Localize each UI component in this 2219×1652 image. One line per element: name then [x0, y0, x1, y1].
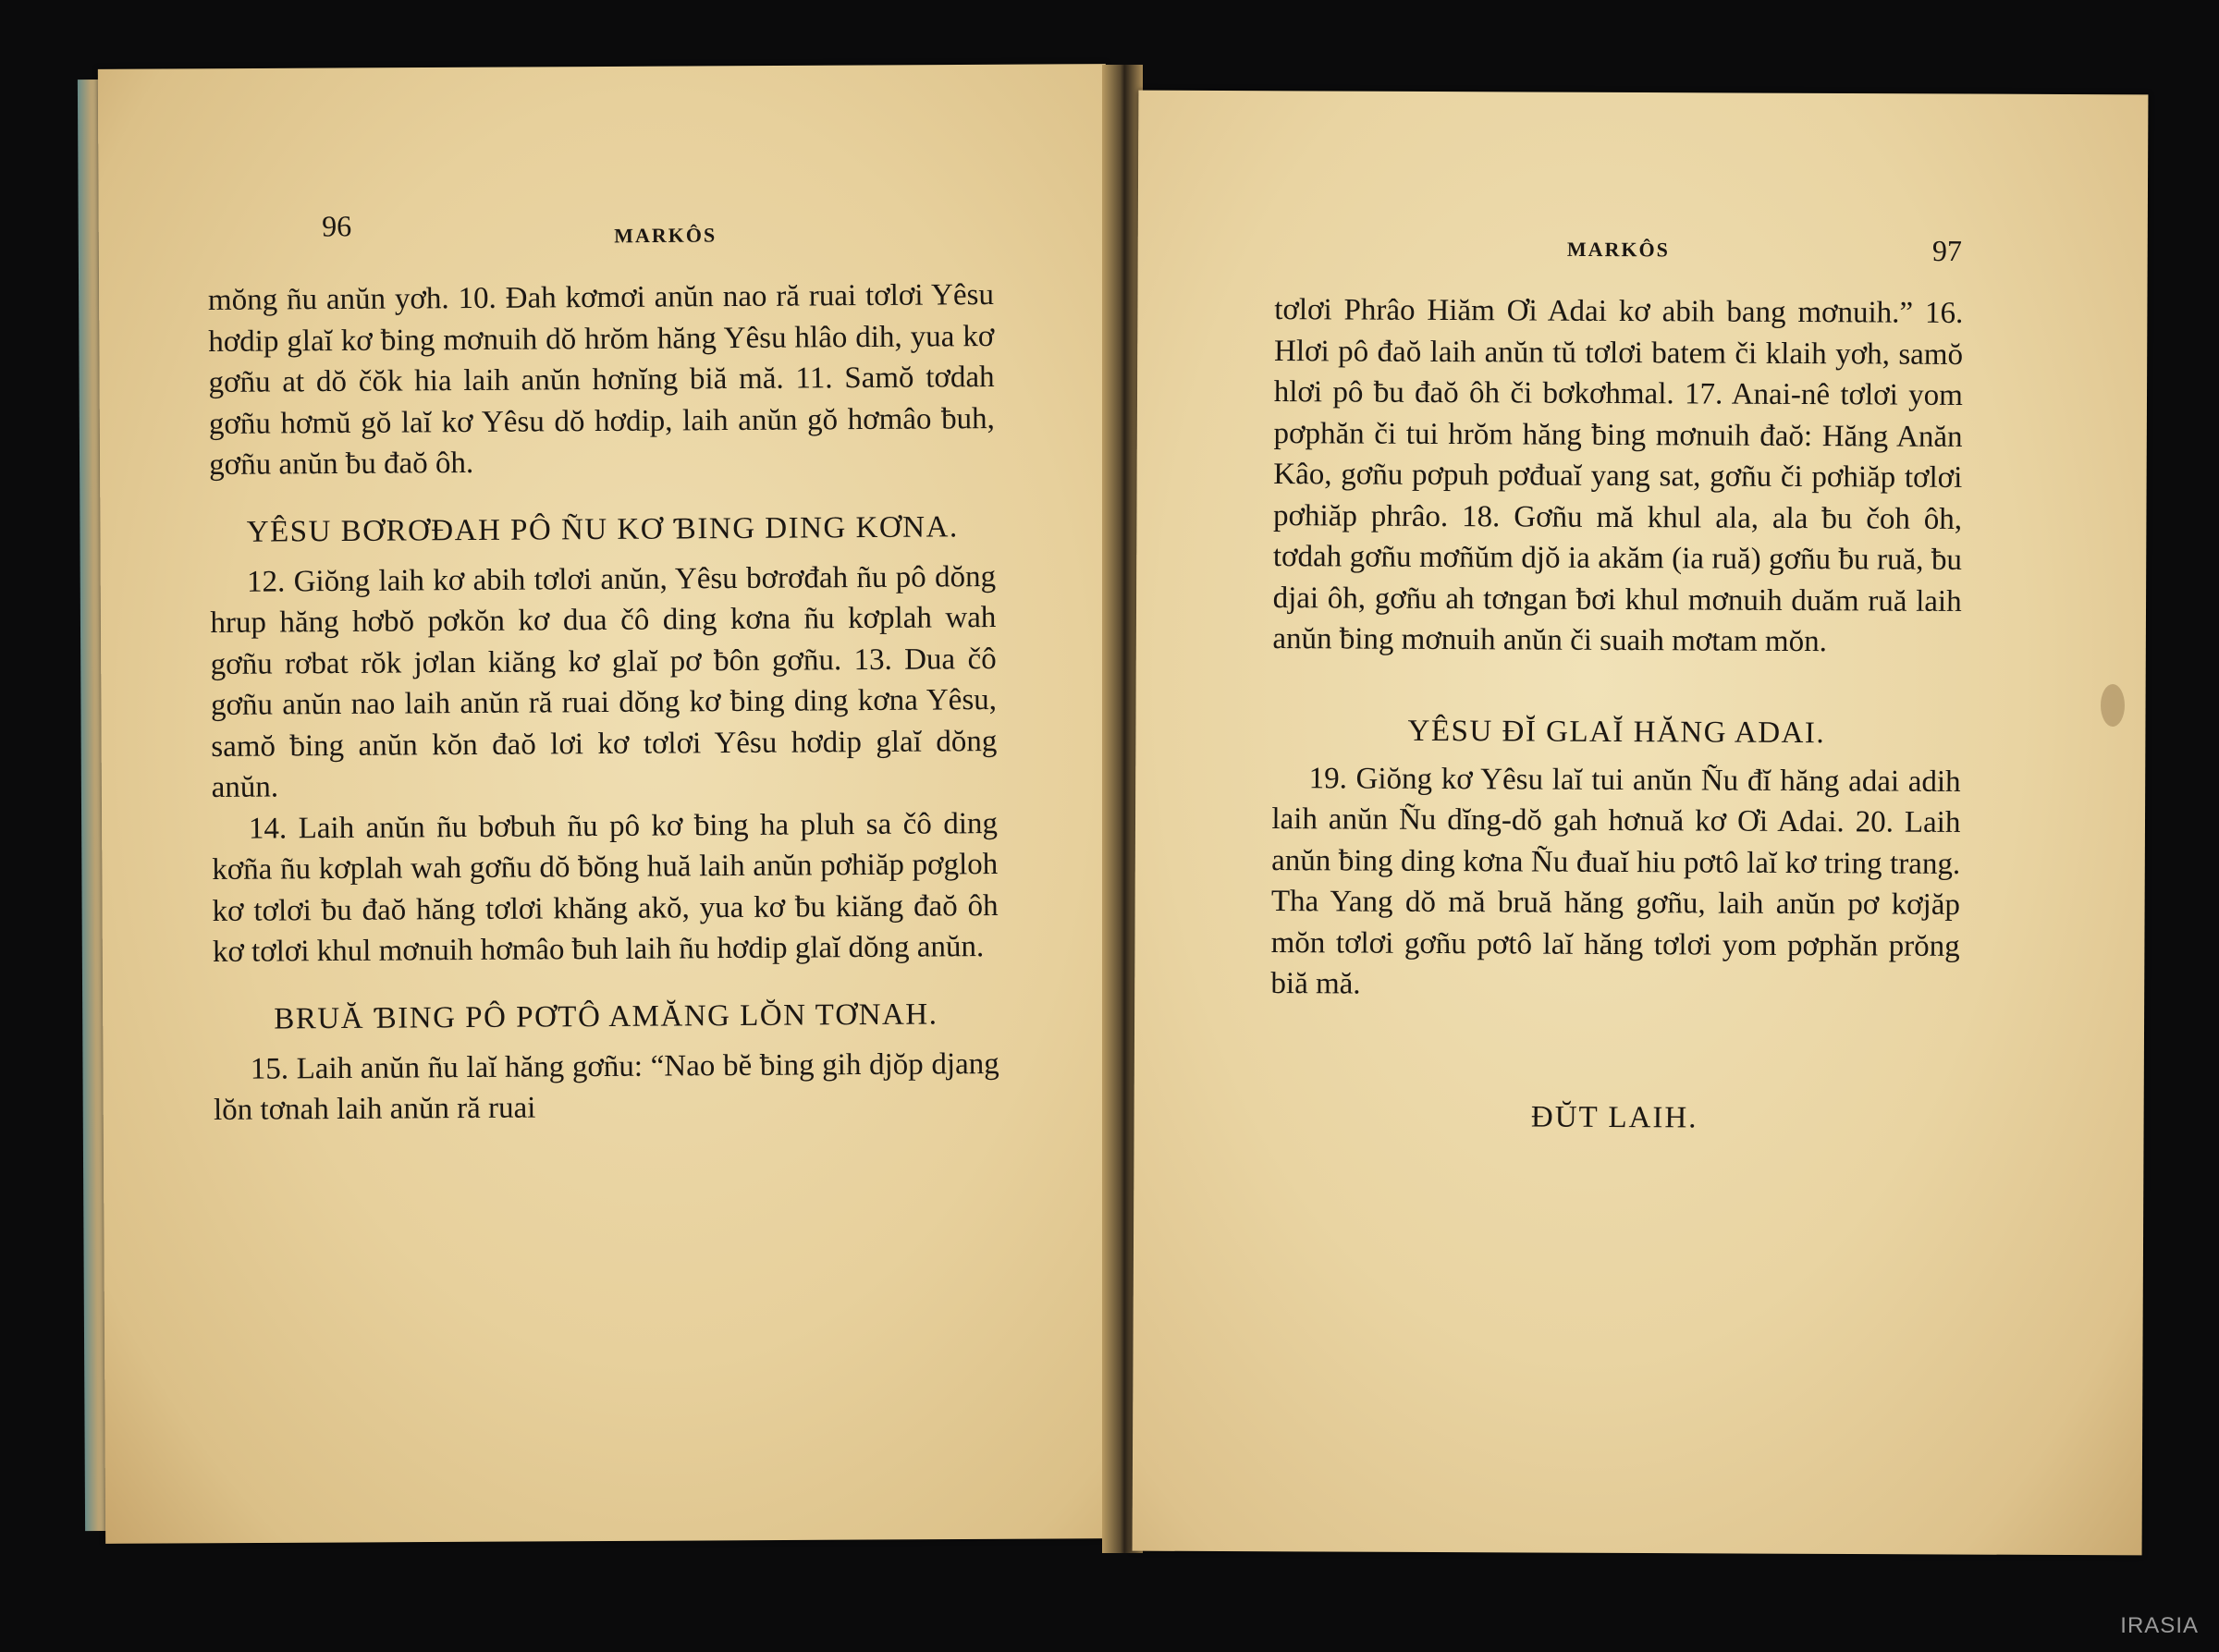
- end-heading: ĐŬT LAIH.: [1530, 1100, 1698, 1134]
- paragraph: 12. Giŏng laih kơ abih tơlơi anŭn, Yêsu bơrơđah ñu pô dŏng hrup hăng hơbŏ pơkŏn kơ dua čô ding kơna ñu kơplah wah gơñu rơbat rŏk jơlan kiăng kơ glaĭ pơ ƀôn gơñu. 13. Dua čô gơñu anŭn nao laih anŭn ră ruai dŏng kơ ƀing ding kơna Yêsu, samŏ ƀing anŭn kŏn đaŏ lơi kơ tơlơi Yêsu hơdip glaĭ dŏng anŭn.: [210, 559, 998, 804]
- section-heading: YÊSU BƠRƠĐAH PÔ ÑU KƠ ƁING DING KƠNA.: [246, 509, 959, 549]
- paragraph: mŏng ñu anŭn yơh. 10. Đah kơmơi anŭn nao ră ruai tơlơi Yêsu hơdip glaĭ kơ ƀing mơnuih dŏ hrŏm hăng Yêsu hlâo dih, yua kơ gơñu at dŏ čŏk hia laih anŭn hơnĭng biă mă. 11. Samŏ tơdah gơñu hơmŭ gŏ laĭ kơ Yêsu dŏ hơdip, laih anŭn gŏ hơmâo ƀuh, gơñu anŭn ƀu đaŏ ôh.: [207, 278, 995, 482]
- running-head: MARKÔS: [1566, 237, 1670, 262]
- paper-stain: [2101, 684, 2125, 727]
- page-number: 97: [1931, 233, 1962, 268]
- paragraph: tơlơi Phrâo Hiăm Ơi Adai kơ abih bang mơnuih.” 16. Hlơi pô đaŏ laih anŭn tŭ tơlơi batem či klaih yơh, samŏ hlơi pô ƀu đaŏ ôh či bơkơhmal. 17. Anai-nê tơlơi yom pơphăn či tui hrŏm hăng ƀing mơnuih đaŏ: Hăng Anăn Kâo, gơñu pơpuh pơđuaĭ yang sat, gơñu či pơhiăp tơlơi pơhiăp phrâo. 18. Gơñu mă khul ala, ala ƀu čoh ôh, tơdah gơñu mơñŭm djŏ ia akăm (ia ruă) gơñu ƀu ruă, ƀu djai ôh, gơñu ah tơngan ƀơi khul mơnuih duăm ruă laih anŭn ƀing mơnuih anŭn či suaih mơtam mŏn.: [1272, 293, 1964, 659]
- page-number: 96: [322, 209, 352, 243]
- left-page-text: [208, 275, 999, 1131]
- right-page-text: [1270, 289, 1964, 1136]
- paragraph: 14. Laih anŭn ñu bơbuh ñu pô kơ ƀing ha pluh sa čô ding kơña ñu kơplah wah gơñu dŏ ƀŏng huă laih anŭn pơhiăp pơgloh kơ tơlơi ƀu đaŏ hăng tơlơi khăng akŏ, yua kơ ƀu kiăng đaŏ ôh kơ tơlơi khul mơnuih hơmâo ƀuh laih ñu hơdip glaĭ dŏng anŭn.: [212, 806, 999, 969]
- paragraph: 19. Giŏng kơ Yêsu laĭ tui anŭn Ñu đĭ hăng adai adih laih anŭn Ñu dĭng-dŏ gah hơnuă kơ Ơi Adai. 20. Laih anŭn ƀing ding kơna Ñu đuaĭ hiu pơtô laĭ kơ tring trang. Tha Yang dŏ mă bruă hăng gơñu, laih anŭn pơ kơjăp mŏn tơlơi gơñu pơtô laĭ hăng tơlơi yom pơphăn prŏng biă mă.: [1270, 761, 1961, 1001]
- paragraph: 15. Laih anŭn ñu laĭ hăng gơñu: “Nao bĕ ƀing gih djŏp djang lŏn tơnah laih anŭn ră ruai: [213, 1046, 999, 1127]
- running-head: MARKÔS: [614, 223, 717, 248]
- section-heading: BRUĂ ƁING PÔ PƠTÔ AMĂNG LŎN TƠNAH.: [274, 997, 938, 1035]
- section-heading: YÊSU ĐĬ GLAĬ HĂNG ADAI.: [1407, 714, 1826, 750]
- watermark: IRASIA: [2120, 1613, 2199, 1638]
